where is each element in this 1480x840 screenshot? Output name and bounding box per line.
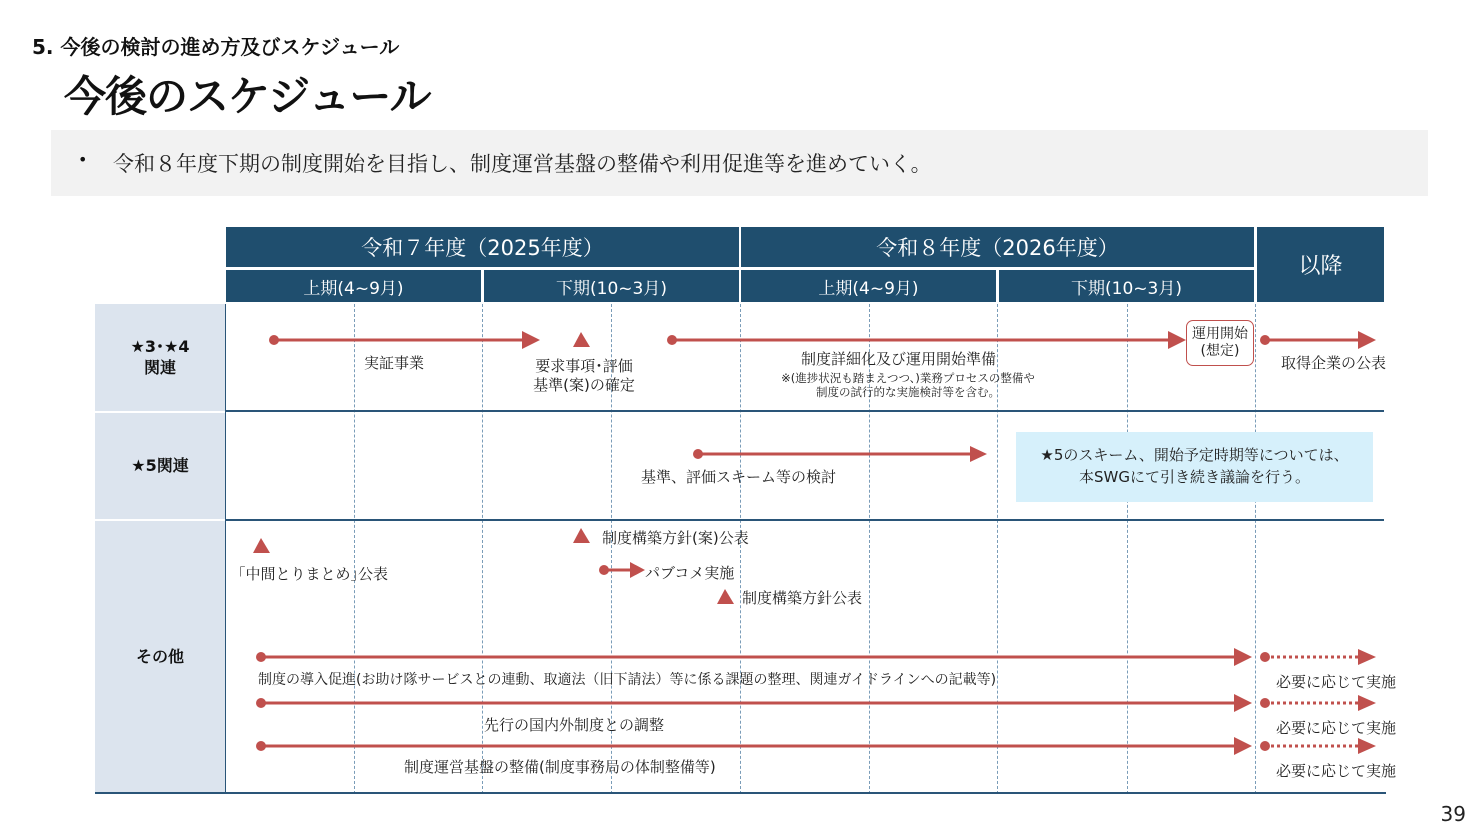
milestone-triangle: [717, 589, 734, 604]
label-detail-note: [764, 371, 1052, 400]
demo-arrow: [269, 331, 540, 349]
page-title: 今後のスケジュール: [64, 72, 431, 121]
detail-arrow: [667, 331, 1186, 349]
label-policy: 制度構築方針公表: [742, 589, 863, 607]
promo-after-arrow: [1260, 649, 1376, 665]
star5-note-box: [1016, 432, 1373, 502]
milestone-triangle: [573, 332, 590, 347]
infra-arrow: [256, 737, 1252, 755]
infra-after-arrow: [1260, 738, 1376, 754]
label-detail-note-line2: 制度の試行的な実施検討等を含む。: [816, 385, 1000, 400]
label-promotion: 制度の導入促進(お助け隊サービスとの連動、取適法（旧下請法）等に係る課題の整理、関連ガイドラインへの記載等): [258, 672, 997, 688]
ops-start-line1: 運用開始: [1192, 326, 1248, 343]
promo-arrow: [256, 648, 1252, 666]
label-pubcom: パブコメ実施: [645, 564, 735, 582]
ops-start-line2: (想定): [1200, 343, 1240, 359]
row-label-star34: ★3･★4 関連: [95, 304, 225, 411]
company-arrow: [1260, 331, 1376, 349]
label-as-needed: 必要に応じて実施: [1276, 673, 1397, 691]
ops-start-badge: [1186, 320, 1254, 366]
summary-text: 令和８年度下期の制度開始を目指し、制度運営基盤の整備や利用促進等を進めていく。: [113, 152, 932, 176]
label-as-needed: 必要に応じて実施: [1276, 762, 1397, 780]
star5-note-line1: ★5のスキーム、開始予定時期等については、: [1040, 446, 1349, 465]
milestone-triangle: [573, 528, 590, 543]
label-demo: 実証事業: [364, 354, 425, 372]
header-half-3: 上期(4~9月): [741, 270, 996, 302]
star5-arrow: [693, 446, 987, 462]
page-number: 39: [1440, 802, 1466, 826]
intl-after-arrow: [1260, 695, 1376, 711]
row-label-star5: ★5関連: [95, 413, 225, 519]
summary-bullet: •: [78, 150, 88, 169]
section-title: 5. 今後の検討の進め方及びスケジュール: [32, 35, 400, 59]
label-intl-coordination: 先行の国内外制度との調整: [484, 716, 665, 734]
pubcom-arrow: [599, 562, 645, 578]
label-infrastructure: 制度運営基盤の整備(制度事務局の体制整備等): [404, 758, 716, 776]
label-requirements-line1: 要求事項･評価: [535, 357, 633, 375]
label-interim: ｢中間とりまとめ｣公表: [238, 565, 389, 583]
label-star5-exam: 基準、評価スキーム等の検討: [641, 468, 837, 486]
header-year-2026: 令和８年度（2026年度）: [741, 227, 1254, 267]
milestone-triangle: [253, 538, 270, 553]
label-detail: 制度詳細化及び運用開始準備: [801, 350, 997, 368]
label-detail-note-line1: ※(進捗状況も踏まえつつ、)業務プロセスの整備や: [781, 371, 1035, 385]
row-label-other: その他: [95, 521, 225, 793]
header-after: 以降: [1257, 227, 1384, 302]
label-company-publish: 取得企業の公表: [1281, 354, 1387, 372]
intl-arrow: [256, 694, 1252, 712]
label-policy-draft: 制度構築方針(案)公表: [602, 529, 749, 547]
label-requirements-line2: 基準(案)の確定: [533, 375, 635, 394]
label-requirements: [524, 357, 644, 395]
star5-note-line2: 本SWGにて引き続き議論を行う。: [1079, 468, 1310, 486]
header-half-2: 下期(10~3月): [484, 270, 739, 302]
label-as-needed: 必要に応じて実施: [1276, 719, 1397, 737]
header-half-4: 下期(10~3月): [999, 270, 1254, 302]
header-year-2025: 令和７年度（2025年度）: [226, 227, 739, 267]
header-half-1: 上期(4~9月): [226, 270, 481, 302]
